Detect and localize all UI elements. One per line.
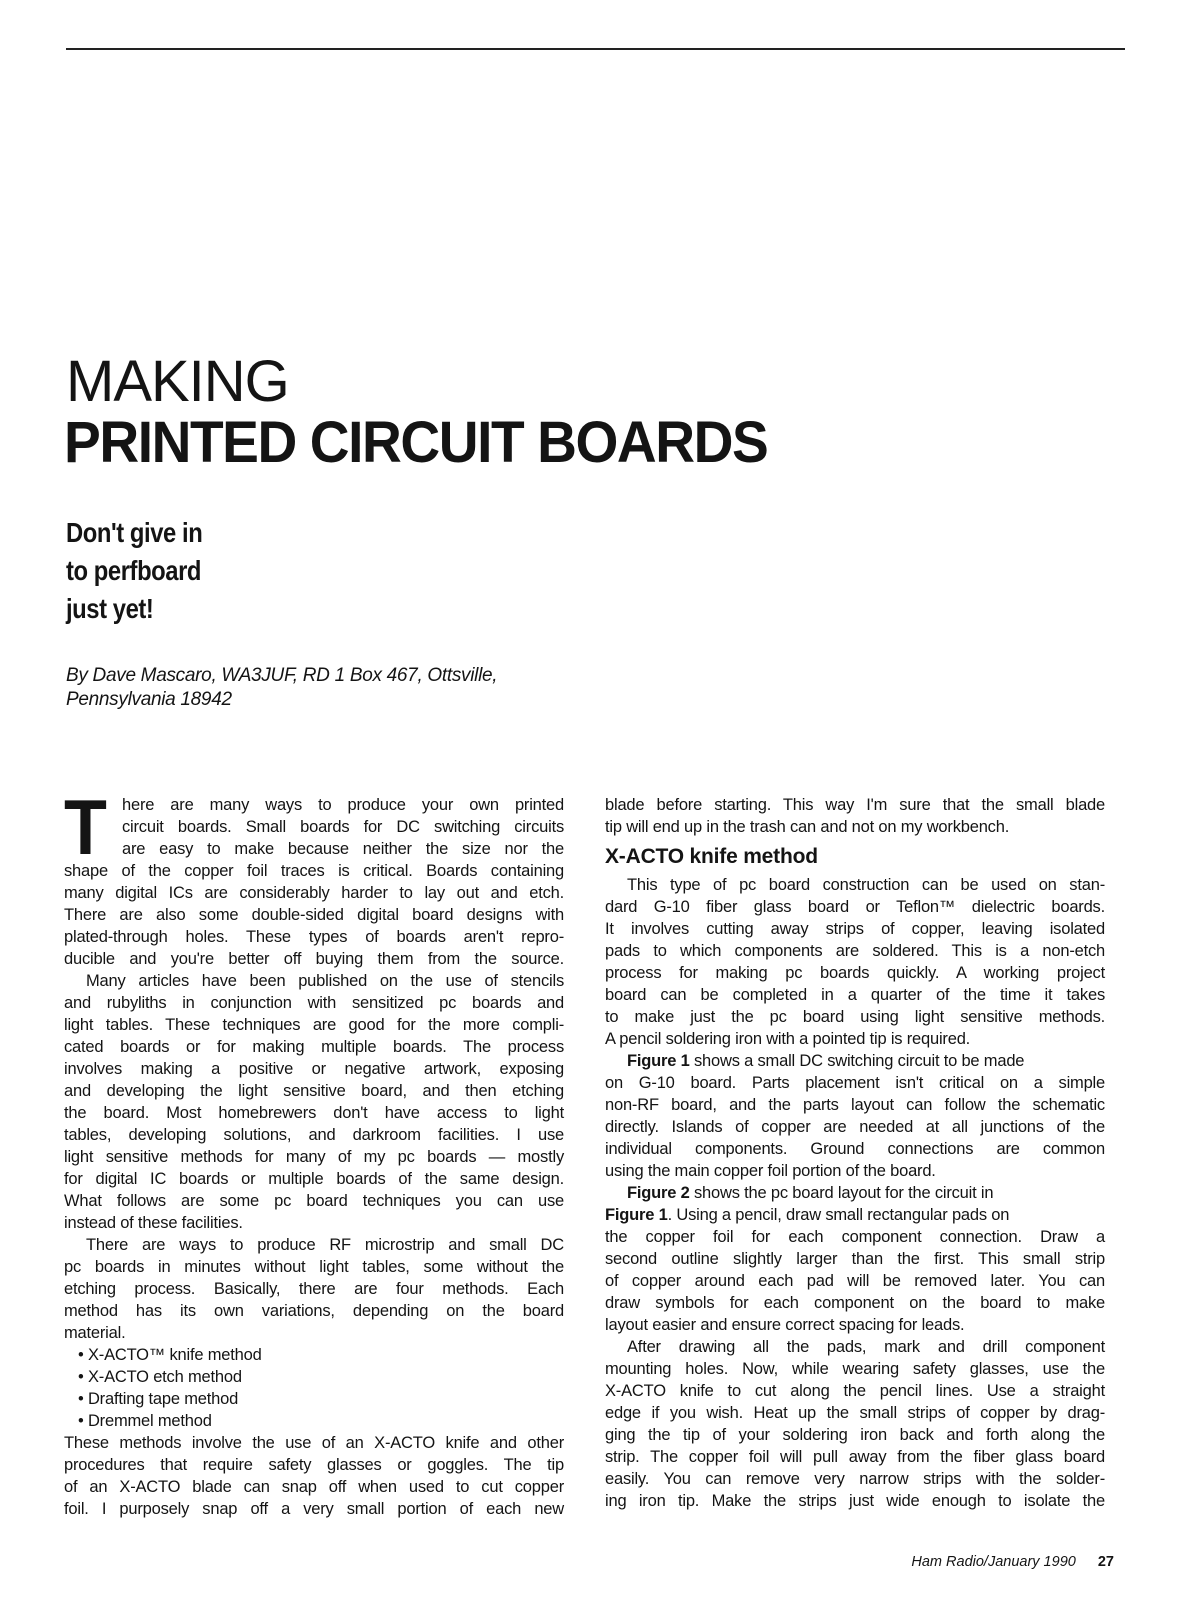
byline: [66, 664, 626, 712]
text-line: [605, 1204, 1105, 1226]
text-line: strip. The copper foil will pull away from the fiber glass board: [605, 1448, 1105, 1466]
text-line: directly. Islands of copper are needed at all junctions of the: [605, 1118, 1105, 1136]
list-item: • Drafting tape method: [64, 1388, 564, 1410]
text-line: [605, 1050, 1105, 1072]
text-line: A pencil soldering iron with a pointed tip is required.: [605, 1030, 971, 1048]
paragraph-1: [64, 860, 564, 970]
text-run: shows a small DC switching circuit to be made: [689, 1052, 1025, 1070]
text-line: ging the tip of your soldering iron back and forth along the: [605, 1426, 1105, 1444]
magazine-issue: Ham Radio/January 1990: [911, 1554, 1076, 1570]
list-item: • X-ACTO etch method: [64, 1366, 564, 1388]
text-line: draw symbols for each component on the board to make: [605, 1294, 1105, 1312]
text-line: individual components. Ground connections are common: [605, 1140, 1105, 1158]
list-item: • X-ACTO™ knife method: [64, 1344, 564, 1366]
text-line: to make just the pc board using light sensitive methods.: [605, 1008, 1105, 1026]
figure-ref: Figure 2: [627, 1184, 690, 1202]
text-line: procedures that require safety glasses or goggles. The tip: [64, 1456, 564, 1474]
paragraph-4: [64, 1432, 564, 1520]
paragraph-2: [64, 970, 564, 1234]
figure-ref: Figure 1: [605, 1206, 668, 1224]
text-line: using the main copper foil portion of the board.: [605, 1162, 936, 1180]
text-line: of an X-ACTO blade can snap off when used to cut copper: [64, 1478, 564, 1496]
text-line: tip will end up in the trash can and not on my workbench.: [605, 818, 1010, 836]
text-line: There are also some double-sided digital board designs with: [64, 906, 564, 924]
text-run: . Using a pencil, draw small rectangular pads on: [667, 1206, 1010, 1224]
text-line: mounting holes. Now, while wearing safety glasses, use the: [605, 1360, 1105, 1378]
title-line-making: MAKING: [66, 349, 289, 414]
title-line-pcb: PRINTED CIRCUIT BOARDS: [64, 410, 768, 475]
text-line: These methods involve the use of an X-ACTO knife and other: [64, 1434, 564, 1452]
paragraph-r3: [605, 1182, 1105, 1336]
text-line: process for making pc boards quickly. A working project: [605, 964, 1105, 982]
text-line: foil. I purposely snap off a very small portion of each new: [64, 1500, 564, 1518]
text-line: the board. Most homebrewers don't have access to light: [64, 1104, 564, 1122]
text-line: What follows are some pc board techniques you can use: [64, 1192, 564, 1210]
subtitle-line: Don't give in: [66, 517, 203, 548]
section-heading: X-ACTO knife method: [605, 845, 818, 868]
text-line: It involves cutting away strips of copper, leaving isolated: [605, 920, 1105, 938]
paragraph-r4: [605, 1336, 1105, 1512]
text-line: shape of the copper foil traces is critical. Boards containing: [64, 862, 564, 880]
figure-ref: Figure 1: [627, 1052, 690, 1070]
text-line: There are ways to produce RF microstrip and small DC: [86, 1236, 564, 1254]
text-line: instead of these facilities.: [64, 1214, 243, 1232]
text-line: and developing the light sensitive board, and then etching: [64, 1082, 564, 1100]
text-line: of copper around each pad will be removed later. You can: [605, 1272, 1105, 1290]
list-item: • Dremmel method: [64, 1410, 564, 1432]
text-line: second outline slightly larger than the first. This small strip: [605, 1250, 1105, 1268]
text-line: This type of pc board construction can be used on stan-: [627, 876, 1105, 894]
text-line: Many articles have been published on the use of stencils: [86, 972, 564, 990]
text-line: non-RF board, and the parts layout can follow the schematic: [605, 1096, 1105, 1114]
text-line: tables, developing solutions, and darkroom facilities. I use: [64, 1126, 564, 1144]
text-line: etching process. Basically, there are four methods. Each: [64, 1280, 564, 1298]
right-column: [605, 794, 1105, 1512]
text-line: method has its own variations, depending on the board: [64, 1302, 564, 1320]
text-line: X-ACTO knife to cut along the pencil lines. Use a straight: [605, 1382, 1105, 1400]
text-line: and rubyliths in conjunction with sensitized pc boards and: [64, 994, 564, 1012]
text-line: on G-10 board. Parts placement isn't critical on a simple: [605, 1074, 1105, 1092]
drop-cap: T: [64, 783, 107, 871]
text-line: ing iron tip. Make the strips just wide enough to isolate the: [605, 1492, 1105, 1510]
text-line: light tables. These techniques are good for the more compli-: [64, 1016, 564, 1034]
text-line: plated-through holes. These types of boards aren't repro-: [64, 928, 564, 946]
text-line: for digital IC boards or multiple boards of the same design.: [64, 1170, 564, 1188]
text-line: After drawing all the pads, mark and drill component: [627, 1338, 1105, 1356]
text-line: material.: [64, 1324, 126, 1342]
text-line: many digital ICs are considerably harder to lay out and etch.: [64, 884, 564, 902]
byline-line: By Dave Mascaro, WA3JUF, RD 1 Box 467, Ottsville,: [66, 665, 498, 686]
continued-paragraph: [605, 794, 1105, 838]
text-line: [605, 1182, 1105, 1204]
left-column: [64, 783, 564, 1520]
paragraph-r2: [605, 1050, 1105, 1182]
paragraph-3: [64, 1234, 564, 1344]
text-line: circuit boards. Small boards for DC switching circuits: [122, 818, 564, 836]
page-number: 27: [1097, 1554, 1114, 1570]
page-footer: [911, 1554, 1114, 1570]
paragraph-r1: [605, 874, 1105, 1050]
text-line: ducible and you're better off buying them from the source.: [64, 950, 564, 968]
text-line: layout easier and ensure correct spacing for leads.: [605, 1316, 965, 1334]
text-line: easily. You can remove very narrow strips with the solder-: [605, 1470, 1105, 1488]
subtitle-line: to perfboard: [66, 555, 202, 586]
text-line: involves making a positive or negative artwork, exposing: [64, 1060, 564, 1078]
text-line: pads to which components are soldered. This is a non-etch: [605, 942, 1105, 960]
text-line: here are many ways to produce your own printed: [122, 796, 564, 814]
subtitle: [66, 514, 326, 628]
text-line: the copper foil for each component connection. Draw a: [605, 1228, 1105, 1246]
text-line: edge if you wish. Heat up the small strips of copper by drag-: [605, 1404, 1105, 1422]
text-line: light sensitive methods for many of my pc boards — mostly: [64, 1148, 564, 1166]
text-run: shows the pc board layout for the circuit in: [689, 1184, 994, 1202]
text-line: dard G-10 fiber glass board or Teflon™ dielectric boards.: [605, 898, 1105, 916]
top-rule: [66, 48, 1125, 50]
text-line: pc boards in minutes without light tables, some without the: [64, 1258, 564, 1276]
subtitle-line: just yet!: [66, 593, 154, 624]
method-list: [64, 1344, 564, 1432]
text-line: cated boards or for making multiple boards. The process: [64, 1038, 564, 1056]
byline-line: Pennsylvania 18942: [66, 689, 232, 710]
text-line: are easy to make because neither the size nor the: [122, 840, 564, 858]
text-line: blade before starting. This way I'm sure that the small blade: [605, 796, 1105, 814]
text-line: board can be completed in a quarter of the time it takes: [605, 986, 1105, 1004]
